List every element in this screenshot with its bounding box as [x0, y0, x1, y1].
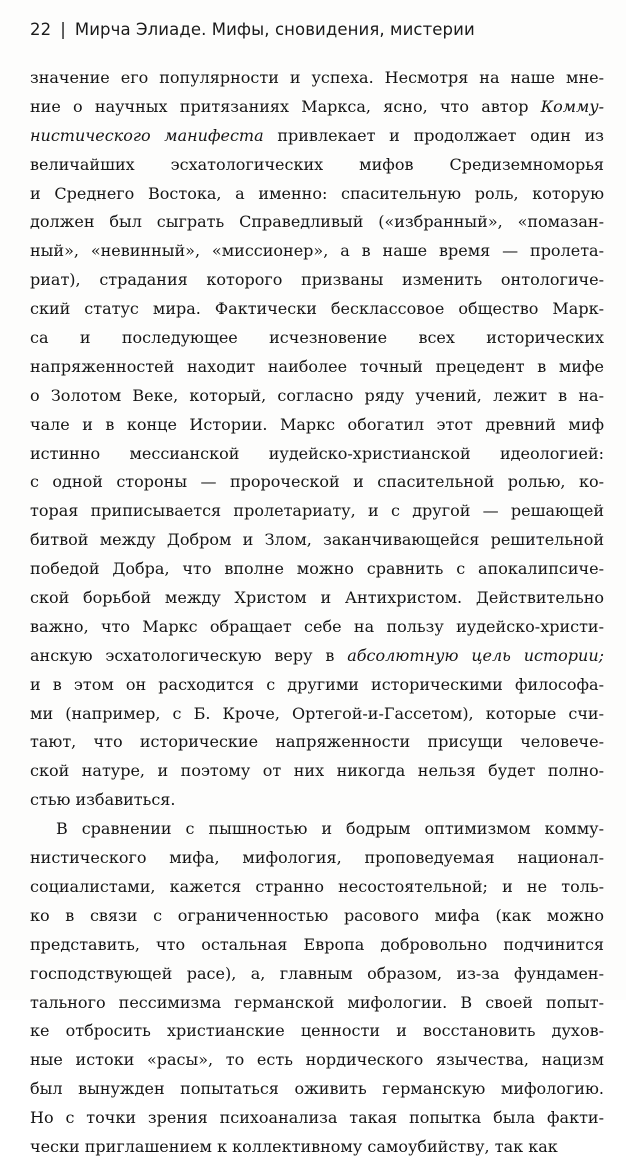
- text-run: с одной стороны — пророческой и спасительной ролью, ко-: [30, 472, 604, 492]
- text-run: ный», «невинный», «миссионер», а в наше время — пролета-: [30, 241, 604, 261]
- text-line: [30, 902, 604, 931]
- text-line: [30, 700, 604, 729]
- text-line: [30, 208, 604, 237]
- text-run: о Золотом Веке, который, согласно ряду учений, лежит в на-: [30, 385, 604, 405]
- text-line: [30, 613, 604, 642]
- text-line: [30, 757, 604, 786]
- text-line: [30, 844, 604, 873]
- text-run: ные истоки «расы», то есть нордического язычества, нацизм: [30, 1050, 604, 1070]
- text-run: ский статус мира. Фактически бесклассовое общество Марк-: [30, 299, 604, 319]
- text-run: ко в связи с ограниченностью расового мифа (как можно: [30, 905, 604, 925]
- text-line: [30, 411, 604, 440]
- text-run: ми (например, с Б. Кроче, Ортегой-и-Гассетом), которые счи-: [30, 703, 604, 723]
- text-line: [30, 1104, 604, 1133]
- text-line: [30, 671, 604, 700]
- text-run: В сравнении с пышностью и бодрым оптимизмом комму-: [56, 819, 604, 839]
- text-line: [30, 122, 604, 151]
- text-run: ской натуре, и поэтому от них никогда нельзя будет полно-: [30, 761, 604, 781]
- text-run: был вынужден попытаться оживить германскую мифологию.: [30, 1079, 604, 1099]
- text-line: [30, 237, 604, 266]
- text-run: привлекает и продолжает один из: [263, 125, 604, 145]
- text-run: социалистами, кажется странно несостоятельной; и не толь-: [30, 876, 604, 896]
- paragraph: [30, 815, 604, 1162]
- text-run: тального пессимизма германской мифологии. В своей попыт-: [30, 992, 604, 1012]
- text-line: [30, 468, 604, 497]
- text-run: анскую эсхатологическую веру в: [30, 645, 348, 665]
- text-line: [30, 324, 604, 353]
- text-line: [30, 931, 604, 960]
- text-run: и Среднего Востока, а именно: спасительную роль, которую: [30, 183, 604, 203]
- paragraph: [30, 64, 604, 815]
- text-line: [30, 728, 604, 757]
- text-run: важно, что Маркс обращает себе на пользу иудейско-христи-: [30, 616, 604, 636]
- running-title: Мирча Элиаде. Мифы, сновидения, мистерии: [74, 20, 475, 39]
- page-number: 22: [30, 20, 52, 39]
- text-line: [30, 1017, 604, 1046]
- text-line: [30, 584, 604, 613]
- text-run: тают, что исторические напряженности присущи человече-: [30, 732, 604, 752]
- text-run: Но с точки зрения психоанализа такая попытка была факти-: [30, 1108, 604, 1128]
- text-line: [30, 440, 604, 469]
- running-head: [30, 18, 475, 42]
- text-line: [30, 960, 604, 989]
- text-line: [30, 1075, 604, 1104]
- italic-text: Комму-: [540, 96, 604, 116]
- text-run: стью избавиться.: [30, 790, 176, 810]
- text-run: битвой между Добром и Злом, заканчивающейся решительной: [30, 530, 604, 550]
- text-run: напряженностей находит наиболее точный прецедент в мифе: [30, 356, 604, 376]
- text-line: [30, 497, 604, 526]
- text-run: и в этом он расходится с другими историческими философа-: [30, 674, 604, 694]
- text-line: [30, 555, 604, 584]
- text-line: [30, 786, 604, 815]
- text-run: ской борьбой между Христом и Антихристом. Действительно: [30, 588, 604, 608]
- italic-text: абсолютную цель истории;: [347, 645, 605, 665]
- header-separator: |: [60, 20, 66, 39]
- text-run: величайших эсхатологических мифов Средиземноморья: [30, 154, 604, 174]
- text-run: представить, что остальная Европа добровольно подчинится: [30, 934, 604, 954]
- text-line: [30, 815, 604, 844]
- text-run: должен был сыграть Справедливый («избранный», «помазан-: [30, 212, 604, 232]
- text-run: торая приписывается пролетариату, и с другой — решающей: [30, 501, 604, 521]
- text-run: господствующей расе), а, главным образом, из-за фундамен-: [30, 963, 604, 983]
- text-run: ние о научных притязаниях Маркса, ясно, что автор: [30, 96, 541, 116]
- text-line: [30, 64, 604, 93]
- text-run: нистического мифа, мифология, проповедуемая национал-: [30, 848, 604, 868]
- text-run: риат), страдания которого призваны изменить онтологиче-: [30, 270, 604, 290]
- text-line: [30, 151, 604, 180]
- text-line: [30, 989, 604, 1018]
- text-line: [30, 266, 604, 295]
- text-run: победой Добра, что вполне можно сравнить с апокалипсиче-: [30, 559, 604, 579]
- text-line: [30, 180, 604, 209]
- text-run: чески приглашением к коллективному самоубийству, так как: [30, 1136, 558, 1156]
- text-line: [30, 93, 604, 122]
- text-line: [30, 295, 604, 324]
- italic-text: нистического манифеста: [30, 125, 264, 145]
- body-text: [30, 64, 604, 1162]
- text-line: [30, 1046, 604, 1075]
- text-run: значение его популярности и успеха. Несмотря на наше мне-: [30, 68, 604, 87]
- text-run: ке отбросить христианские ценности и восстановить духов-: [30, 1021, 604, 1041]
- text-line: [30, 1133, 604, 1162]
- text-run: истинно мессианской иудейско-христианской идеологией:: [30, 443, 604, 463]
- text-line: [30, 382, 604, 411]
- text-run: чале и в конце Истории. Маркс обогатил этот древний миф: [30, 414, 604, 434]
- text-line: [30, 642, 604, 671]
- text-line: [30, 353, 604, 382]
- text-line: [30, 873, 604, 902]
- text-run: са и последующее исчезновение всех исторических: [30, 328, 604, 348]
- text-line: [30, 526, 604, 555]
